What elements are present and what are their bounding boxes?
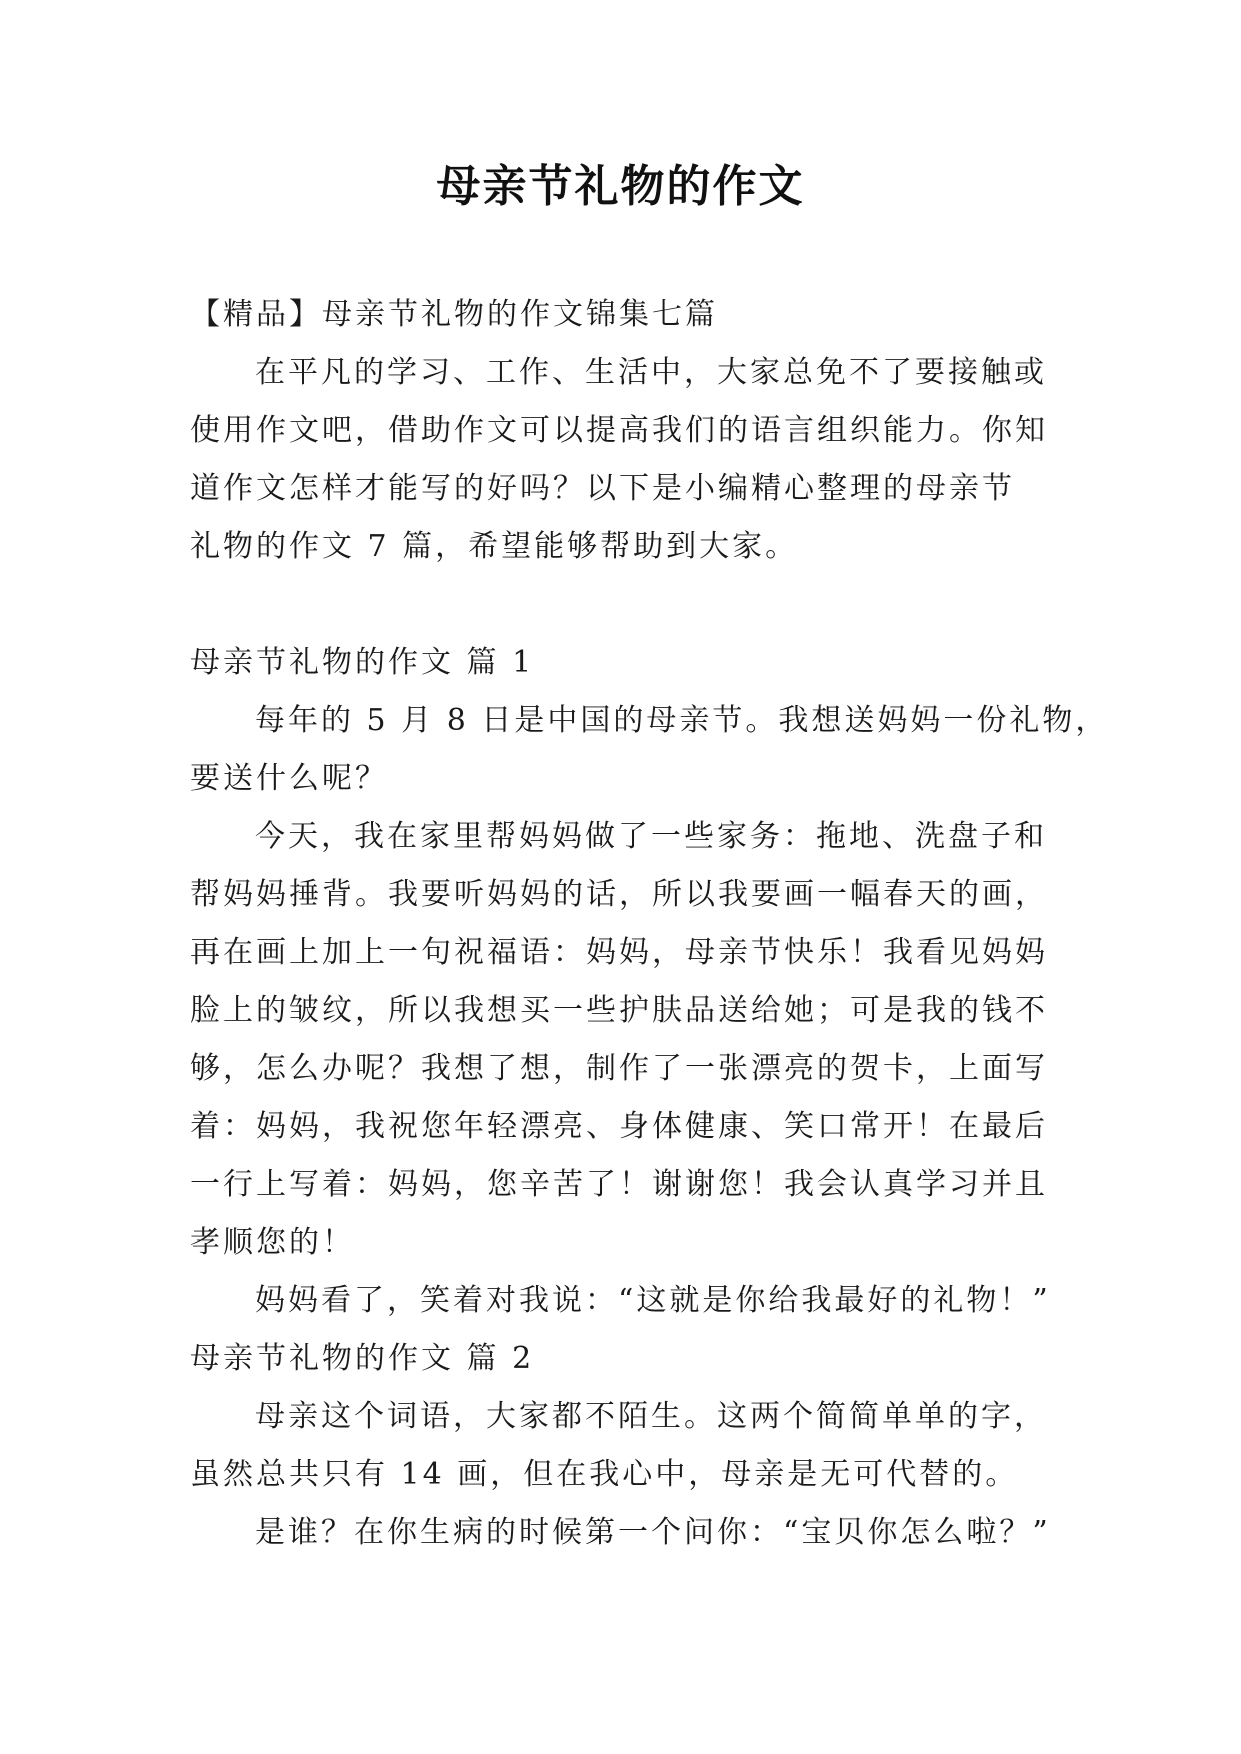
- paragraph-line: 今天，我在家里帮妈妈做了一些家务：拖地、洗盘子和: [255, 819, 1047, 854]
- section-heading: 母亲节礼物的作文 篇 2: [190, 1341, 535, 1376]
- page-title: 母亲节礼物的作文: [436, 161, 805, 212]
- paragraph-line: 每年的 5 月 8 日是中国的母亲节。我想送妈妈一份礼物，: [255, 703, 1109, 738]
- paragraph-line: 虽然总共只有 14 画，但在我心中，母亲是无可代替的。: [190, 1457, 1019, 1492]
- paragraph-line: 要送什么呢？: [190, 761, 388, 796]
- paragraph-line: 帮妈妈捶背。我要听妈妈的话，所以我要画一幅春天的画，: [190, 877, 1048, 912]
- paragraph-line: 是谁？在你生病的时候第一个问你：“宝贝你怎么啦？”: [255, 1515, 1051, 1550]
- paragraph-line: 礼物的作文 7 篇，希望能够帮助到大家。: [190, 529, 799, 564]
- paragraph-line: 着：妈妈，我祝您年轻漂亮、身体健康、笑口常开！在最后: [190, 1109, 1048, 1144]
- paragraph-line: 再在画上加上一句祝福语：妈妈，母亲节快乐！我看见妈妈: [190, 935, 1048, 970]
- section-heading: 母亲节礼物的作文 篇 1: [190, 645, 535, 680]
- paragraph-line: 母亲这个词语，大家都不陌生。这两个简简单单的字，: [255, 1399, 1047, 1434]
- paragraph-line: 孝顺您的！: [190, 1225, 355, 1260]
- paragraph-line: 妈妈看了，笑着对我说：“这就是你给我最好的礼物！”: [255, 1283, 1051, 1318]
- paragraph-line: 使用作文吧，借助作文可以提高我们的语言组织能力。你知: [190, 413, 1048, 448]
- paragraph-line: 在平凡的学习、工作、生活中，大家总免不了要接触或: [255, 355, 1047, 390]
- paragraph-line: 一行上写着：妈妈，您辛苦了！谢谢您！我会认真学习并且: [190, 1167, 1048, 1202]
- paragraph-line: 够，怎么办呢？我想了想，制作了一张漂亮的贺卡，上面写: [190, 1051, 1048, 1086]
- paragraph-line: 脸上的皱纹，所以我想买一些护肤品送给她；可是我的钱不: [190, 993, 1048, 1028]
- subtitle-line: 【精品】母亲节礼物的作文锦集七篇: [190, 297, 718, 332]
- paragraph-line: 道作文怎样才能写的好吗？以下是小编精心整理的母亲节: [190, 471, 1015, 506]
